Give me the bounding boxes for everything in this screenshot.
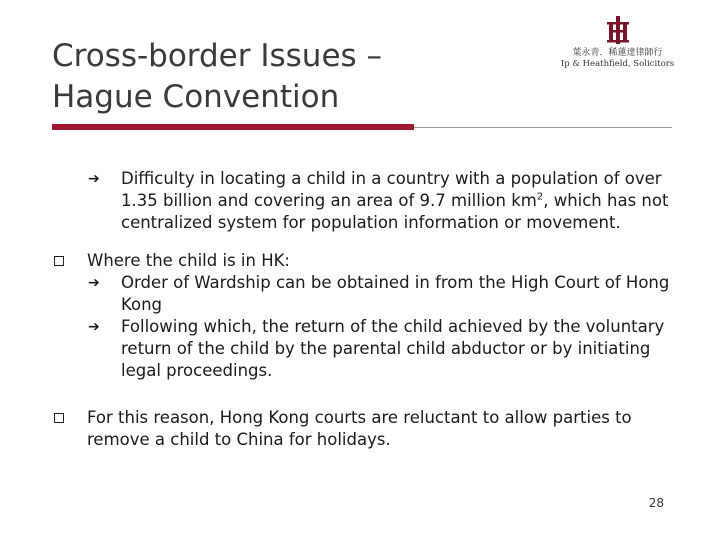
firm-logo <box>555 16 680 72</box>
title-underline-red <box>52 124 414 130</box>
logo-chinese-text: 葉永青．稀蓮達律師行 <box>572 48 663 58</box>
bullet-item <box>52 168 678 234</box>
logo-english-text: Ip & Heathfield, Solicitors <box>560 59 675 69</box>
square-bullet-icon <box>54 250 64 272</box>
bullet-item <box>52 250 678 272</box>
arrow-bullet-icon: ➔ <box>88 319 100 335</box>
bullet-text: Following which, the return of the child achieved by the voluntary return of the child by the parental child abductor or by initiating legal proceedings. <box>121 317 665 380</box>
arrow-bullet-icon: ➔ <box>88 275 100 291</box>
bullet-text: For this reason, Hong Kong courts are reluctant to allow parties to remove a child to China for holidays. <box>87 408 632 449</box>
bullet-item <box>52 316 678 382</box>
bullet-text-continued: , which has not centralized system for population information or movement. <box>121 191 669 232</box>
arrow-bullet-icon: ➔ <box>88 171 100 187</box>
bullet-text: Where the child is in HK: <box>87 251 290 270</box>
title-line-1: Cross-border Issues – <box>52 38 383 74</box>
bullet-text: Order of Wardship can be obtained in from the High Court of Hong Kong <box>121 273 670 314</box>
slide-body <box>52 168 678 451</box>
title-line-2: Hague Convention <box>52 79 340 115</box>
bullet-item <box>52 407 678 451</box>
square-bullet-icon <box>54 407 64 429</box>
bullet-text: Difficulty in locating a child in a country with a population of over 1.35 billion and covering an area of 9.7 million km <box>121 169 662 210</box>
bullet-item <box>52 272 678 316</box>
slide-title <box>52 36 492 118</box>
logo-mark-icon <box>607 16 629 44</box>
superscript: 2 <box>536 191 544 203</box>
title-underline-gray <box>414 127 672 128</box>
page-number: 28 <box>648 496 664 510</box>
